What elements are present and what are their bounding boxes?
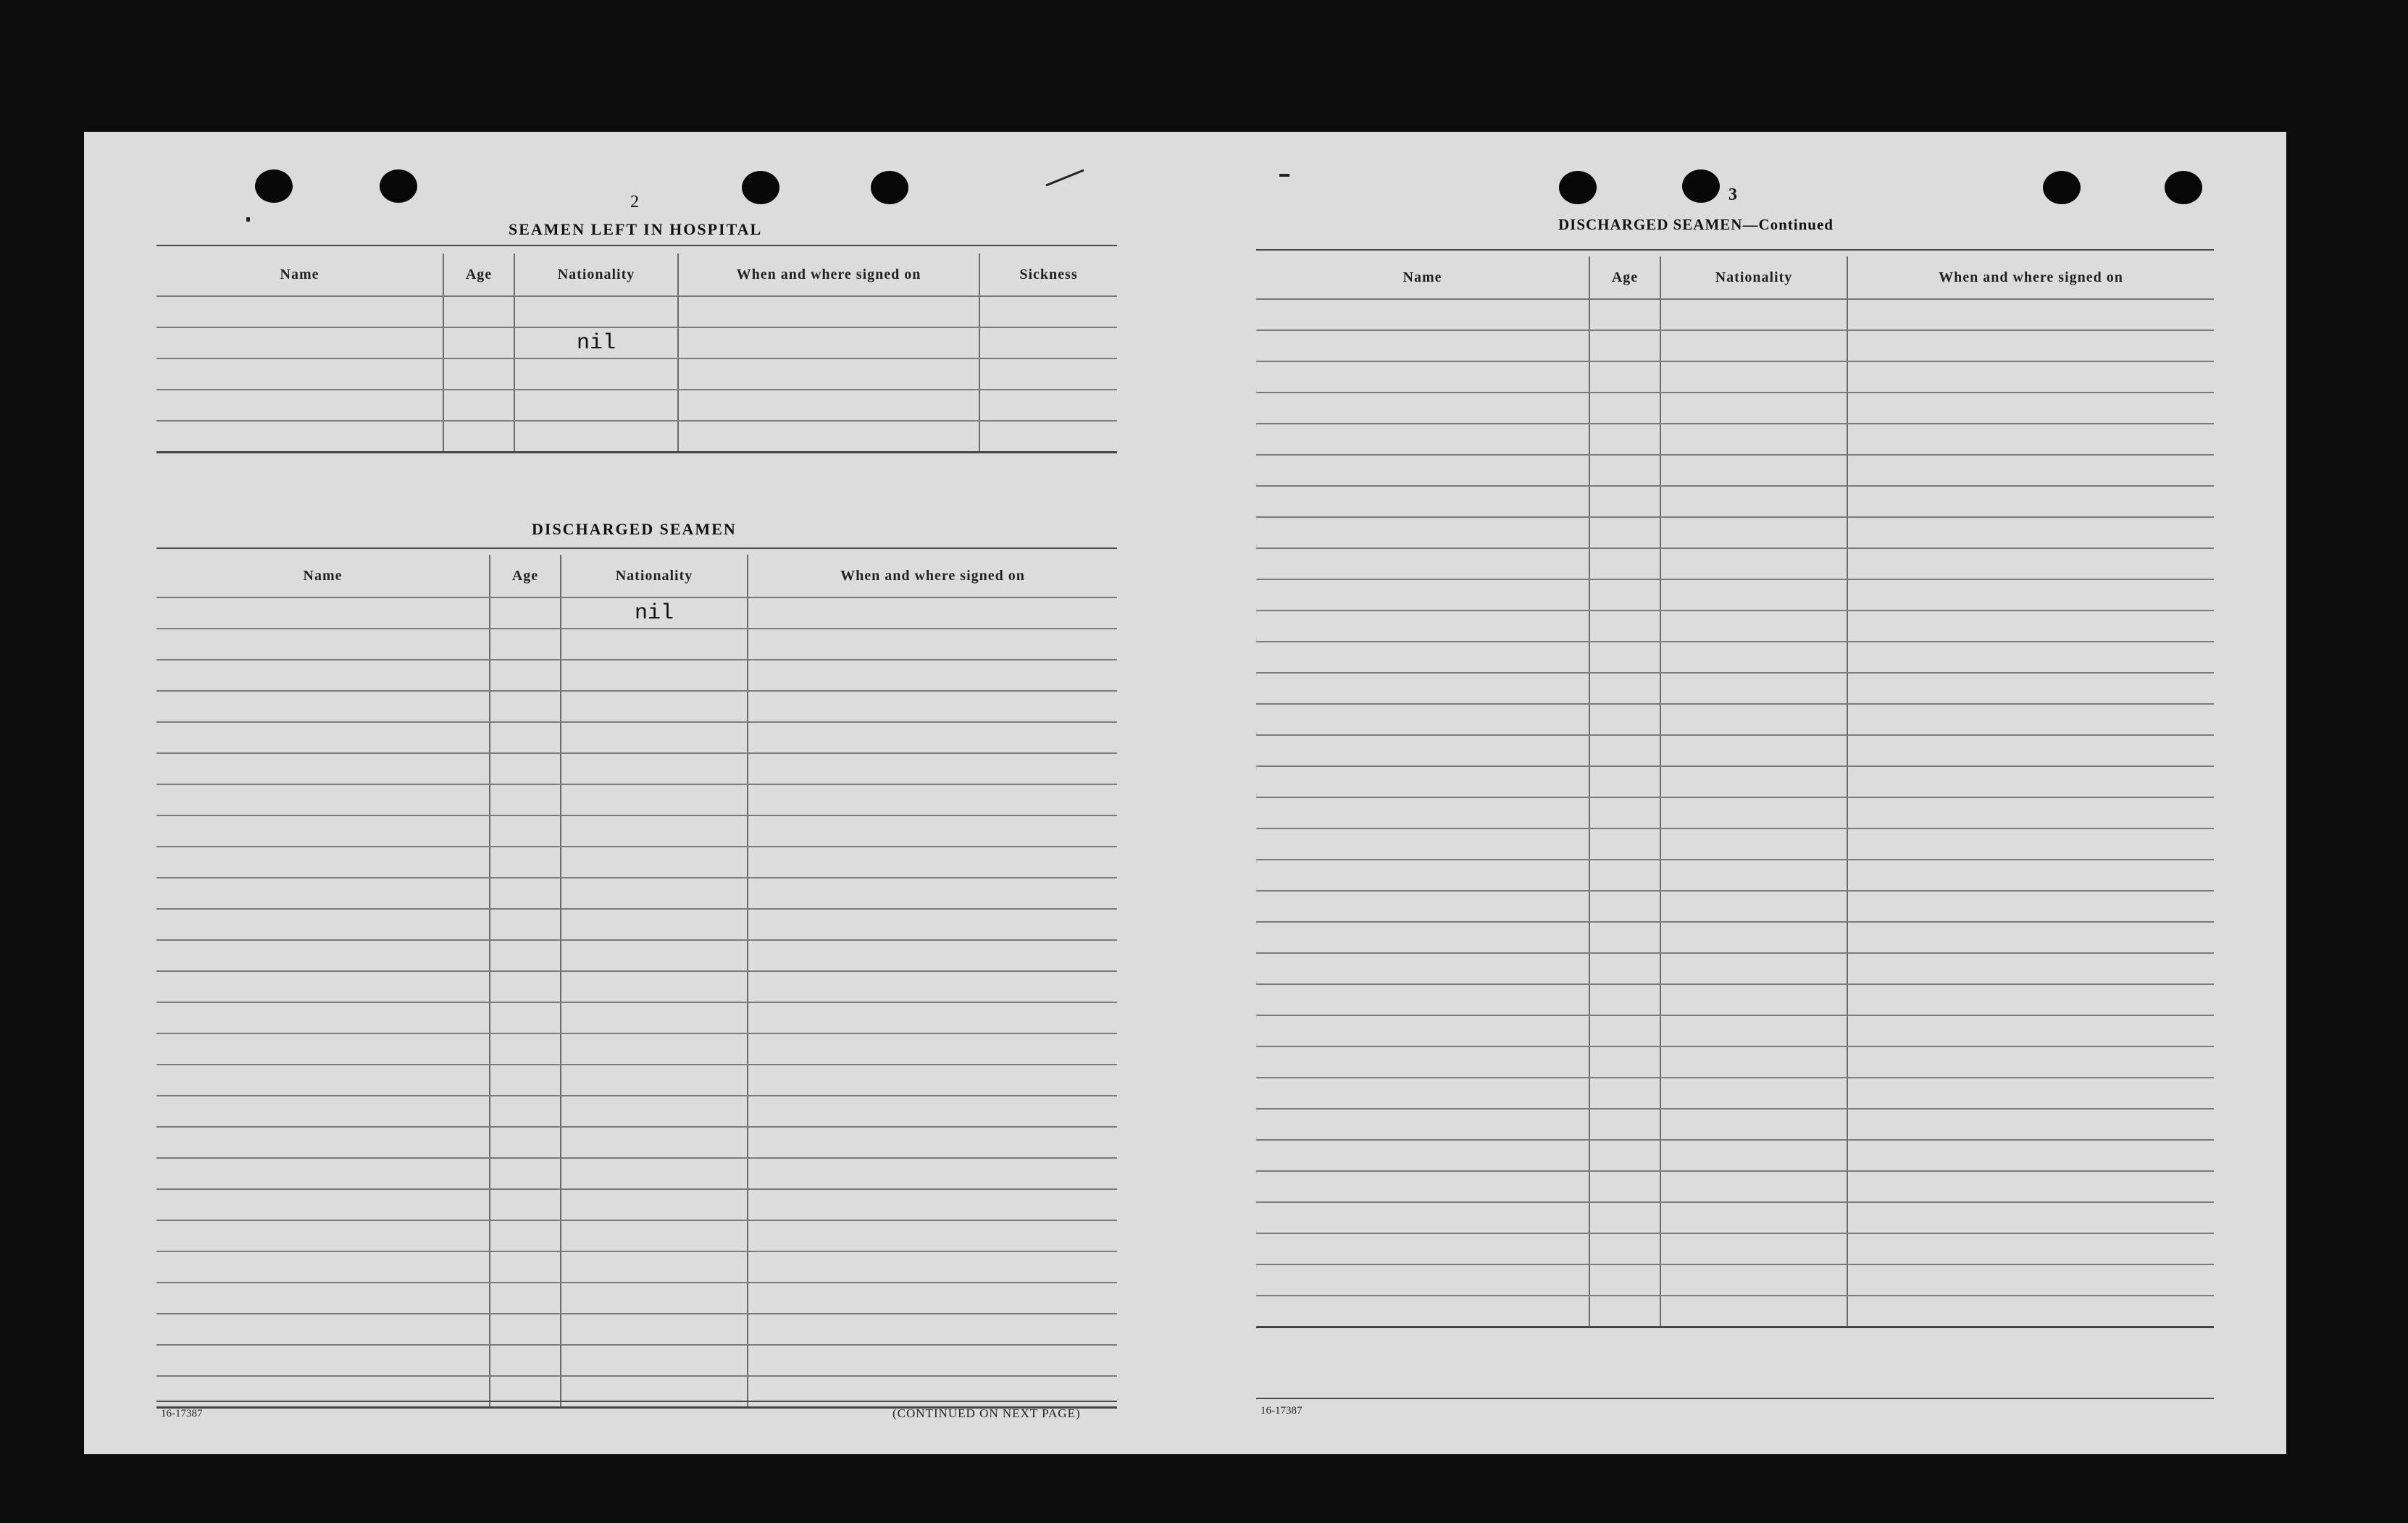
table-row (156, 753, 1117, 784)
table-row (1256, 860, 2214, 891)
table-row (1256, 1015, 2214, 1046)
table-row (1256, 828, 2214, 860)
table-row (156, 660, 1117, 691)
footer-rule (1256, 1398, 2214, 1399)
table-row (1256, 1140, 2214, 1171)
right-page (1214, 132, 2286, 1454)
discharged-table (156, 555, 1117, 1409)
table-row (156, 1251, 1117, 1283)
nationality-entry: nil (514, 327, 678, 358)
column-header-signed-on: When and where signed on (748, 555, 1117, 597)
left-page (84, 132, 1192, 1454)
table-row (1256, 548, 2214, 579)
discharged-continued-table (1256, 256, 2214, 1328)
table-row (1256, 455, 2214, 486)
table-row (156, 629, 1117, 660)
scanned-ledger-sheet (84, 132, 2286, 1454)
page-number: 3 (1728, 185, 1737, 204)
table-header-row (1256, 256, 2214, 299)
column-header-name: Name (1256, 256, 1589, 299)
table-row (156, 722, 1117, 753)
discharged-section-title: DISCHARGED SEAMEN (532, 520, 737, 538)
table-row (1256, 424, 2214, 455)
table-row (1256, 1078, 2214, 1109)
table-row (156, 940, 1117, 971)
table-row (156, 909, 1117, 940)
footer-rule (156, 1401, 1117, 1402)
section-rule (1256, 249, 2214, 251)
table-row (156, 597, 1117, 629)
page-number: 2 (630, 193, 639, 211)
column-header-sickness: Sickness (979, 253, 1117, 296)
table-row (156, 358, 1117, 390)
nationality-entry: nil (561, 597, 748, 629)
table-row (1256, 1046, 2214, 1078)
table-row (156, 421, 1117, 453)
table-row (1256, 1202, 2214, 1233)
column-header-age: Age (443, 253, 514, 296)
table-row (156, 971, 1117, 1002)
table-header-row (156, 253, 1117, 296)
table-row (156, 784, 1117, 815)
table-row (1256, 579, 2214, 611)
column-header-name: Name (156, 253, 443, 296)
table-row (1256, 642, 2214, 673)
table-row (156, 327, 1117, 358)
table-row (1256, 611, 2214, 642)
table-row (156, 1220, 1117, 1251)
table-row (156, 1376, 1117, 1408)
section-rule (156, 547, 1117, 549)
table-row (1256, 704, 2214, 735)
table-row (1256, 953, 2214, 984)
table-row (1256, 766, 2214, 797)
table-row (1256, 922, 2214, 953)
table-row (156, 1127, 1117, 1158)
table-row (156, 1033, 1117, 1065)
column-header-signed-on: When and where signed on (678, 253, 979, 296)
hospital-table (156, 253, 1117, 453)
table-row (156, 847, 1117, 878)
table-row (156, 1283, 1117, 1314)
table-row (1256, 1233, 2214, 1264)
table-row (156, 815, 1117, 847)
table-row (1256, 797, 2214, 828)
column-header-name: Name (156, 555, 490, 597)
table-row (1256, 1171, 2214, 1202)
form-number: 16-17387 (1261, 1405, 1303, 1417)
table-row (156, 878, 1117, 909)
hospital-section-title: SEAMEN LEFT IN HOSPITAL (509, 220, 763, 238)
table-row (156, 1065, 1117, 1096)
table-row (1256, 393, 2214, 424)
column-header-signed-on: When and where signed on (1847, 256, 2214, 299)
form-number: 16-17387 (161, 1408, 203, 1419)
table-row (1256, 330, 2214, 361)
table-row (1256, 361, 2214, 393)
table-row (156, 691, 1117, 722)
table-row (1256, 486, 2214, 517)
table-header-row (156, 555, 1117, 597)
discharged-continued-title: DISCHARGED SEAMEN—Continued (1558, 216, 1834, 233)
table-row (1256, 1296, 2214, 1327)
column-header-nationality: Nationality (1660, 256, 1847, 299)
table-row (1256, 299, 2214, 330)
table-row (1256, 517, 2214, 548)
section-rule (156, 245, 1117, 246)
table-row (1256, 984, 2214, 1015)
table-row (1256, 891, 2214, 922)
table-row (156, 1002, 1117, 1033)
continued-note: (CONTINUED ON NEXT PAGE) (892, 1406, 1081, 1420)
table-row (156, 296, 1117, 327)
column-header-nationality: Nationality (514, 253, 678, 296)
column-header-nationality: Nationality (561, 555, 748, 597)
table-row (156, 1189, 1117, 1220)
table-row (1256, 1264, 2214, 1296)
table-row (156, 1345, 1117, 1376)
table-row (156, 390, 1117, 421)
table-row (1256, 735, 2214, 766)
table-row (156, 1096, 1117, 1127)
table-row (1256, 1109, 2214, 1140)
table-row (156, 1158, 1117, 1189)
table-row (156, 1314, 1117, 1345)
column-header-age: Age (1589, 256, 1660, 299)
column-header-age: Age (490, 555, 561, 597)
table-row (1256, 673, 2214, 704)
